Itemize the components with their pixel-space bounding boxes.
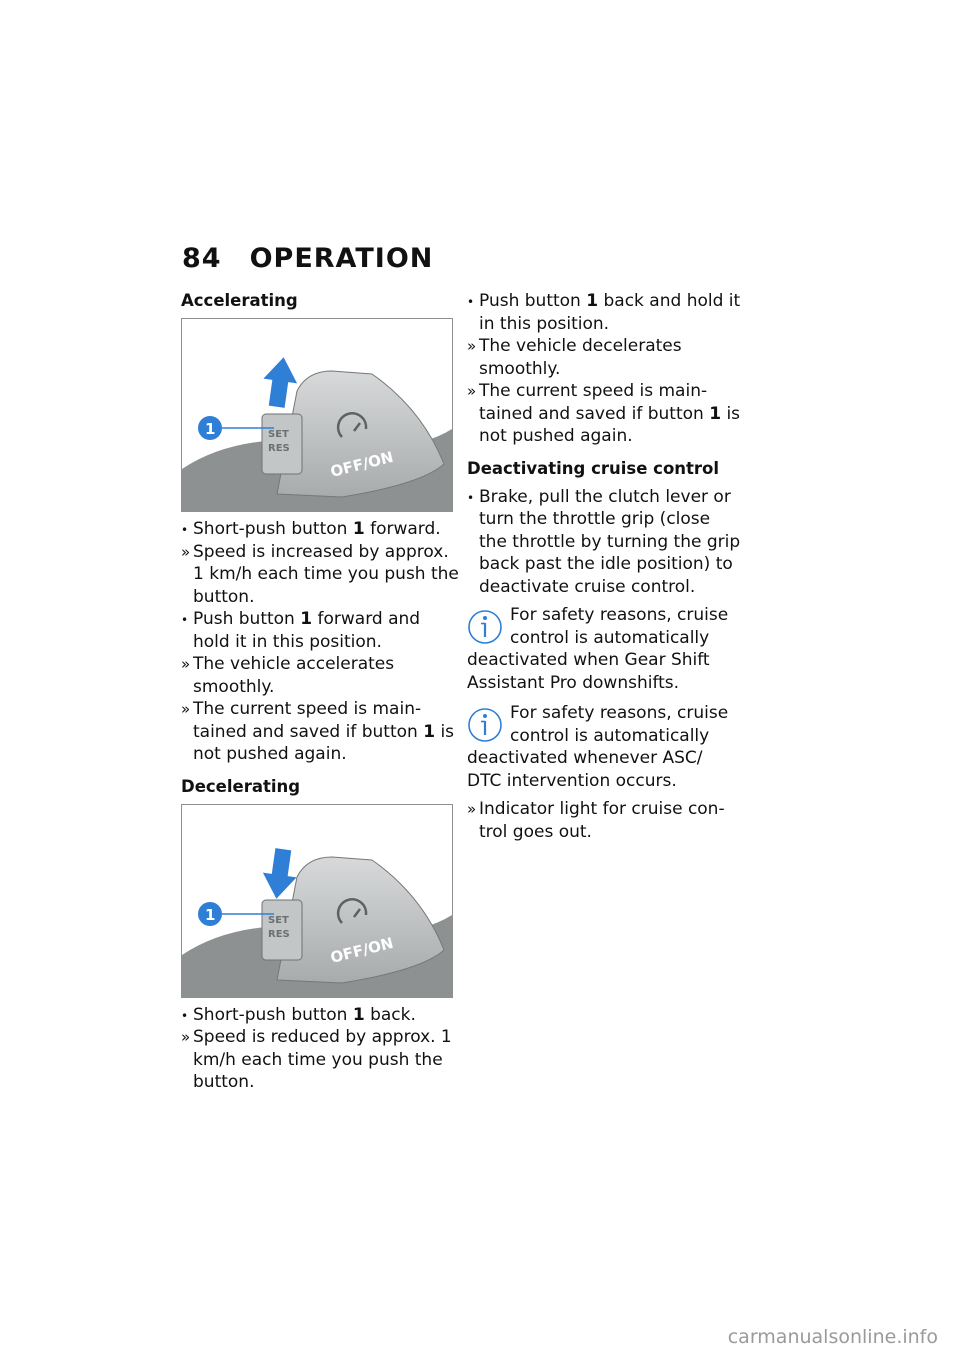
right-column xyxy=(467,290,742,843)
result-marker: » xyxy=(181,1028,191,1046)
page-number: 84 xyxy=(182,243,222,274)
off-on-label: OFF/ON xyxy=(328,447,396,481)
list-item xyxy=(467,380,742,448)
item-text: Push button xyxy=(479,291,587,311)
item-text: is not pushed again. xyxy=(479,403,741,446)
item-ref: 1 xyxy=(352,519,365,539)
item-text: Short-push button xyxy=(193,1004,353,1025)
step-marker: • xyxy=(467,490,475,505)
result-marker: » xyxy=(467,382,477,400)
heading-decelerating: Decelerating xyxy=(181,776,301,796)
section-title: OPERATION xyxy=(249,243,434,274)
arrow-up-icon xyxy=(260,355,301,409)
list-item xyxy=(467,335,742,380)
item-ref: 1 xyxy=(300,609,313,629)
list-item xyxy=(181,541,461,609)
item-text: The current speed is maintained and saved if button xyxy=(479,381,710,424)
result-marker: » xyxy=(181,655,191,673)
callout-number: 1 xyxy=(205,905,216,924)
item-text: The vehicle decelerates smoothly. xyxy=(479,336,682,379)
result-marker: » xyxy=(467,800,477,818)
list-item xyxy=(181,1004,461,1027)
item-text: The current speed is maintained and saved if button xyxy=(193,699,424,742)
list-item xyxy=(467,798,742,843)
item-ref: 1 xyxy=(586,291,599,311)
step-marker: • xyxy=(181,1008,189,1023)
figure-decelerating xyxy=(181,804,453,998)
list-item xyxy=(467,290,742,335)
step-marker: • xyxy=(181,613,189,627)
res-label: RES xyxy=(268,928,290,940)
heading-deactivating: Deactivating cruise control xyxy=(467,458,720,478)
item-text: The vehicle accelerates smoothly. xyxy=(193,654,395,697)
off-on-label: OFF/ON xyxy=(328,933,396,967)
callout-number: 1 xyxy=(205,420,216,438)
item-text: forward and hold it in this position. xyxy=(193,609,421,652)
info-icon xyxy=(467,607,503,647)
note-gear-shift xyxy=(467,604,742,694)
item-text: Brake, pull the clutch lever or turn the throttle grip (close the throttle by turning the grip back past the idle position) to deactivate cruise control. xyxy=(479,486,741,597)
list-item xyxy=(467,486,742,599)
watermark: carmanualsonline.info xyxy=(727,1326,938,1348)
note-text: For safety reasons, cruise control is automatically deactivated when Gear Shift Assistant Pro downshifts. xyxy=(467,605,729,693)
item-ref: 1 xyxy=(423,721,436,742)
list-item xyxy=(181,1026,461,1094)
list-item xyxy=(181,698,461,766)
item-text: Push button xyxy=(193,609,301,629)
step-marker: • xyxy=(181,523,189,537)
item-text: Speed is increased by approx. 1 km/h each time you push the button. xyxy=(193,541,459,607)
item-text: forward. xyxy=(364,519,441,539)
res-label: RES xyxy=(268,443,290,454)
note-asc-dtc xyxy=(467,702,742,792)
list-item xyxy=(181,608,461,653)
item-ref: 1 xyxy=(709,403,722,424)
note-text: For safety reasons, cruise control is automatically deactivated whenever ASC/ DTC intervention occurs. xyxy=(467,703,729,791)
item-text: Indicator light for cruise control goes out. xyxy=(479,799,725,842)
set-label: SET xyxy=(268,429,289,440)
item-text: back and hold it in this position. xyxy=(479,291,741,334)
info-icon xyxy=(467,705,503,745)
result-marker: » xyxy=(467,337,477,355)
step-marker: • xyxy=(467,295,475,309)
item-text: back. xyxy=(364,1004,416,1025)
left-column xyxy=(181,290,461,1094)
item-text: Short-push button xyxy=(193,519,353,539)
figure-accelerating xyxy=(181,318,453,512)
item-text: Speed is reduced by approx. 1 km/h each time you push the button. xyxy=(193,1027,452,1092)
set-label: SET xyxy=(268,914,289,926)
item-ref: 1 xyxy=(352,1004,365,1025)
list-item xyxy=(181,518,461,541)
list-item xyxy=(181,653,461,698)
page-title xyxy=(182,243,433,274)
heading-accelerating: Accelerating xyxy=(181,291,298,310)
result-marker: » xyxy=(181,542,191,561)
result-marker: » xyxy=(181,700,191,718)
item-text: is not pushed again. xyxy=(193,721,455,764)
